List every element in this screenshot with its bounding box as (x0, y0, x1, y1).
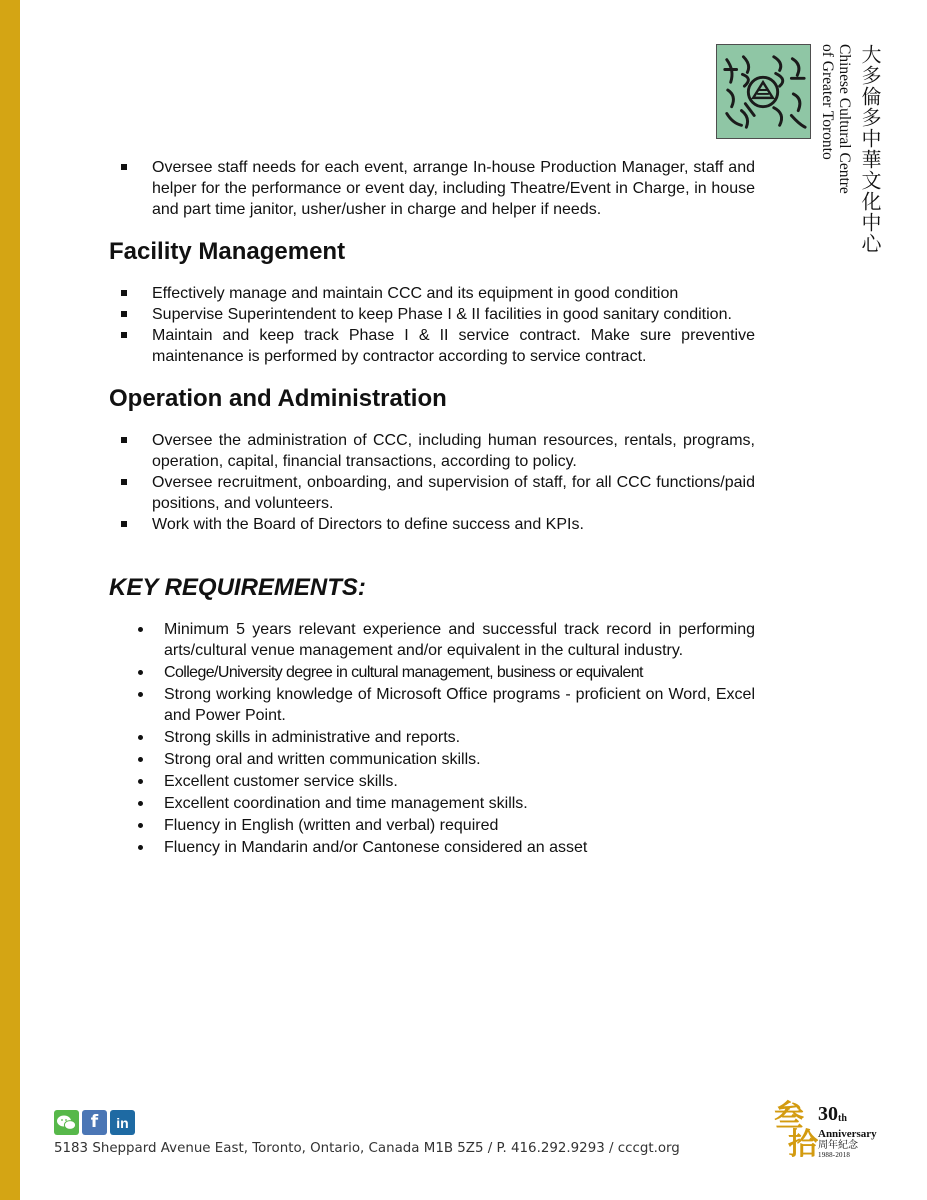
list-item: Oversee staff needs for each event, arrange In-house Production Manager, staff and helper for the performance or event day, including Theatre/Event in Charge, in house and part time janitor, usher/usher in charge and helper if needs. (109, 157, 755, 220)
facility-management-heading: Facility Management (109, 238, 346, 265)
anniversary-char-bottom: 拾 (788, 1127, 818, 1162)
anniversary-word: Anniversary (818, 1128, 877, 1140)
wechat-bubbles-icon (54, 1110, 79, 1135)
logo-chinese-name: 大多倫多中華文化中心 (858, 44, 882, 254)
linkedin-icon[interactable]: in (110, 1110, 135, 1135)
list-item: Minimum 5 years relevant experience and successful track record in performing arts/cultural venue management and/or equivalent in the cultural industry. (109, 619, 755, 661)
logo-emblem (716, 44, 811, 139)
footer-address: 5183 Sheppard Avenue East, Toronto, Ontario, Canada M1B 5Z5 / P. 416.292.9293 / cccgt.org (54, 1141, 680, 1156)
facility-bullet-list (109, 283, 755, 367)
list-item: Supervise Superintendent to keep Phase I & II facilities in good sanitary condition. (109, 304, 755, 325)
list-item: Oversee recruitment, onboarding, and supervision of staff, for all CCC functions/paid positions, and volunteers. (109, 472, 755, 514)
list-item: Effectively manage and maintain CCC and its equipment in good condition (109, 283, 755, 304)
anniversary-years: 1988-2018 (818, 1151, 851, 1159)
anniversary-char-top: 叁 (774, 1099, 804, 1134)
list-item: Strong working knowledge of Microsoft Office programs - proficient on Word, Excel and Power Point. (109, 684, 755, 726)
facebook-icon[interactable]: f (82, 1110, 107, 1135)
calligraphy-emblem-icon (717, 45, 810, 138)
list-item: College/University degree in cultural management, business or equivalent (109, 662, 755, 683)
wechat-icon[interactable] (54, 1110, 79, 1135)
list-item: Excellent customer service skills. (109, 771, 755, 792)
left-accent-bar (0, 0, 20, 1200)
anniversary-text (818, 1104, 884, 1159)
operation-administration-heading: Operation and Administration (109, 385, 447, 412)
list-item: Fluency in English (written and verbal) required (109, 815, 755, 836)
anniversary-subtitle: 周年紀念 (818, 1140, 858, 1151)
list-item: Strong oral and written communication skills. (109, 749, 755, 770)
operation-bullet-list (109, 430, 755, 535)
key-requirements-heading: KEY REQUIREMENTS: (109, 574, 366, 601)
job-description-content (109, 157, 755, 859)
list-item: Maintain and keep track Phase I & II service contract. Make sure preventive maintenance is performed by contractor according to service contract. (109, 325, 755, 367)
logo-english-name (819, 44, 853, 254)
logo-english-line-1: Chinese Cultural Centre (836, 44, 853, 194)
anniversary-badge (774, 1099, 884, 1168)
intro-bullet-list (109, 157, 755, 220)
list-item: Strong skills in administrative and reports. (109, 727, 755, 748)
anniversary-number-line (818, 1104, 884, 1128)
list-item: Oversee the administration of CCC, including human resources, rentals, programs, operation, capital, financial transactions, according to policy. (109, 430, 755, 472)
list-item: Work with the Board of Directors to define success and KPIs. (109, 514, 755, 535)
social-links (54, 1110, 135, 1136)
anniversary-suffix: th (838, 1113, 847, 1124)
list-item: Excellent coordination and time management skills. (109, 793, 755, 814)
requirements-bullet-list (109, 619, 755, 858)
logo-english-line-2: of Greater Toronto (819, 44, 836, 160)
list-item: Fluency in Mandarin and/or Cantonese considered an asset (109, 837, 755, 858)
anniversary-chinese-chars (774, 1099, 820, 1164)
anniversary-number: 30 (818, 1103, 838, 1125)
